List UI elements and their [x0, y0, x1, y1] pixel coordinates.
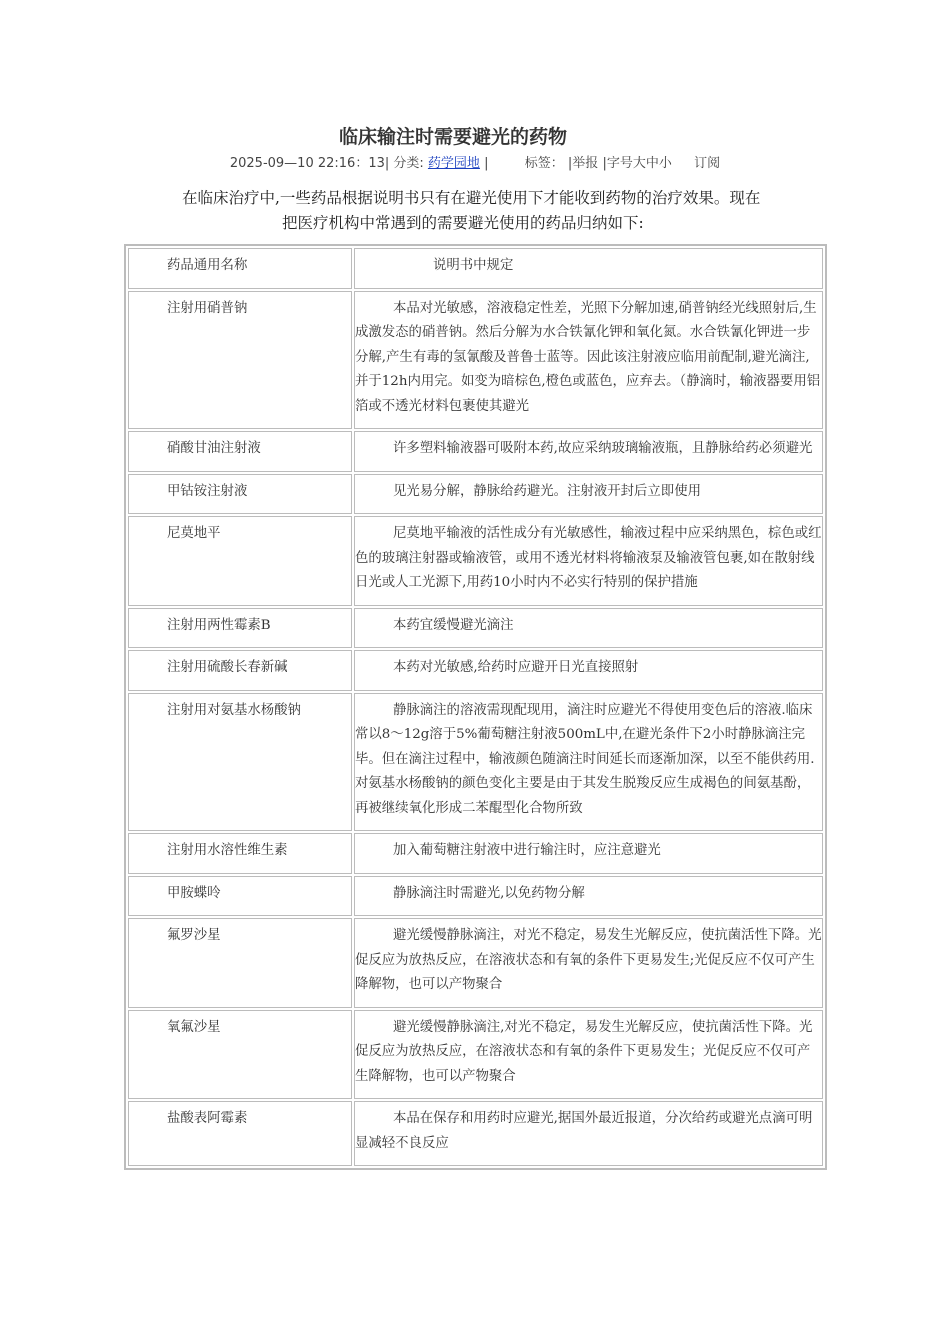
- table-row: [128, 918, 823, 1008]
- drug-name-cell: 注射用对氨基水杨酸钠: [128, 693, 352, 832]
- drug-rule-text: 静脉滴注时需避光,以免药物分解: [393, 885, 585, 901]
- drug-rule-cell: [354, 918, 823, 1008]
- drug-name-cell: 氟罗沙星: [128, 918, 352, 1008]
- font-size-control[interactable]: |字号大中小: [602, 156, 672, 171]
- table-row: [128, 650, 823, 691]
- drug-rule-cell: [354, 291, 823, 430]
- drug-name-cell: 氧氟沙星: [128, 1010, 352, 1100]
- drug-name-cell: 注射用硝普钠: [128, 291, 352, 430]
- drug-rule-cell: [354, 693, 823, 832]
- drug-rule-cell: [354, 1010, 823, 1100]
- table-row: [128, 876, 823, 917]
- table-row: [128, 516, 823, 606]
- drug-rule-text: 见光易分解，静脉给药避光。注射液开封后立即使用: [393, 483, 701, 499]
- subscribe-link[interactable]: 订阅: [694, 156, 721, 171]
- drug-rule-text: 加入葡萄糖注射液中进行输注时，应注意避光: [393, 843, 661, 858]
- drug-rule-cell: [354, 833, 823, 874]
- drug-rule-text: 避光缓慢静脉滴注，对光不稳定，易发生光解反应，使抗菌活性下降。光促反应为放热反应，在溶液状态和有氧的条件下更易发生;光促反应不仅可产生降解物，也可以产物聚合: [355, 928, 822, 992]
- drug-rule-cell: [354, 608, 823, 649]
- drug-rule-text: 本品对光敏感，溶液稳定性差，光照下分解加速,硝普钠经光线照射后,生成激发态的硝普钠。然后分解为水合铁氰化钾和氧化氮。水合铁氰化钾进一步分解,产生有毒的氢氰酸及普鲁士蓝等。因此该注射液应临用前配制,避光滴注,并于12h内用完。如变为暗棕色,橙色或蓝色，应弃去。（静滴时，输液器要用铝箔或不透光材料包裹使其避光: [355, 300, 821, 414]
- category-link[interactable]: 药学园地: [427, 156, 480, 171]
- drug-name-cell: 注射用水溶性维生素: [128, 833, 352, 874]
- post-datetime: 2025-09—10 22:16：13|: [229, 156, 390, 171]
- page-title: 临床输注时需要避光的药物: [338, 126, 567, 148]
- table-row: [128, 431, 823, 472]
- drug-rule-text: 尼莫地平输液的活性成分有光敏感性，输液过程中应采纳黑色，棕色或红色的玻璃注射器或输液管，或用不透光材料将输液泵及输液管包裹,如在散射线日光或人工光源下,用药10小时内不必实行特别的保护措施: [355, 526, 822, 590]
- intro-line: 把医疗机构中常遇到的需要避光使用的药品归纳如下:: [282, 214, 644, 232]
- tags-label: 标签：: [524, 156, 564, 171]
- drug-name-cell: 硝酸甘油注射液: [128, 431, 352, 472]
- category-label: 分类:: [393, 156, 424, 171]
- drug-rule-cell: [354, 1101, 823, 1166]
- table-row: [128, 1010, 823, 1100]
- drug-rule-cell: [354, 650, 823, 691]
- header-desc-text: 说明书中规定: [433, 258, 514, 273]
- intro-line: 在临床治疗中,一些药品根据说明书只有在避光使用下才能收到药物的治疗效果。现在: [182, 189, 761, 207]
- drug-rule-cell: [354, 474, 823, 515]
- table-row: [128, 693, 823, 832]
- drug-name-cell: 注射用两性霉素B: [128, 608, 352, 649]
- drug-name-cell: 注射用硫酸长春新碱: [128, 650, 352, 691]
- drug-rule-text: 本品在保存和用药时应避光,据国外最近报道，分次给药或避光点滴可明显减轻不良反应: [355, 1111, 813, 1151]
- report-link[interactable]: |举报: [567, 156, 599, 171]
- table-row: [128, 833, 823, 874]
- drug-rule-text: 静脉滴注的溶液需现配现用，滴注时应避光不得使用变色后的溶液.临床常以8～12g溶于5%葡萄糖注射液500mL中,在避光条件下2小时静脉滴注完毕。但在滴注过程中，输液颜色随滴注时间延长而逐渐加深，以至不能供药用.对氨基水杨酸钠的颜色变化主要是由于其发生脱羧反应生成褐色的间氨基酚，再被继续氧化形成二苯醌型化合物所致: [355, 702, 815, 816]
- table-header-row: [128, 248, 823, 289]
- table-row: [128, 1101, 823, 1166]
- meta-separator: |: [484, 156, 489, 171]
- intro-paragraph: [0, 186, 950, 236]
- drug-name-cell: 尼莫地平: [128, 516, 352, 606]
- table-row: [128, 291, 823, 430]
- drug-rule-text: 本药宜缓慢避光滴注: [393, 617, 514, 633]
- table-row: [128, 608, 823, 649]
- drug-name-cell: 甲钴铵注射液: [128, 474, 352, 515]
- drug-table: [124, 244, 827, 1170]
- drug-rule-text: 许多塑料输液器可吸附本药,故应采纳玻璃输液瓶，且静脉给药必须避光: [393, 441, 813, 456]
- header-cell-name: 药品通用名称: [128, 248, 352, 289]
- drug-rule-cell: [354, 516, 823, 606]
- drug-name-cell: 盐酸表阿霉素: [128, 1101, 352, 1166]
- drug-rule-cell: [354, 876, 823, 917]
- drug-name-cell: 甲胺蝶呤: [128, 876, 352, 917]
- drug-rule-text: 本药对光敏感,给药时应避开日光直接照射: [393, 660, 639, 675]
- article-meta: [0, 152, 950, 171]
- drug-rule-text: 避光缓慢静脉滴注,对光不稳定，易发生光解反应，使抗菌活性下降。光促反应为放热反应，在溶液状态和有氧的条件下更易发生；光促反应不仅可产生降解物，也可以产物聚合: [355, 1019, 813, 1084]
- drug-rule-cell: [354, 431, 823, 472]
- table-row: [128, 474, 823, 515]
- header-cell-desc: [354, 248, 823, 289]
